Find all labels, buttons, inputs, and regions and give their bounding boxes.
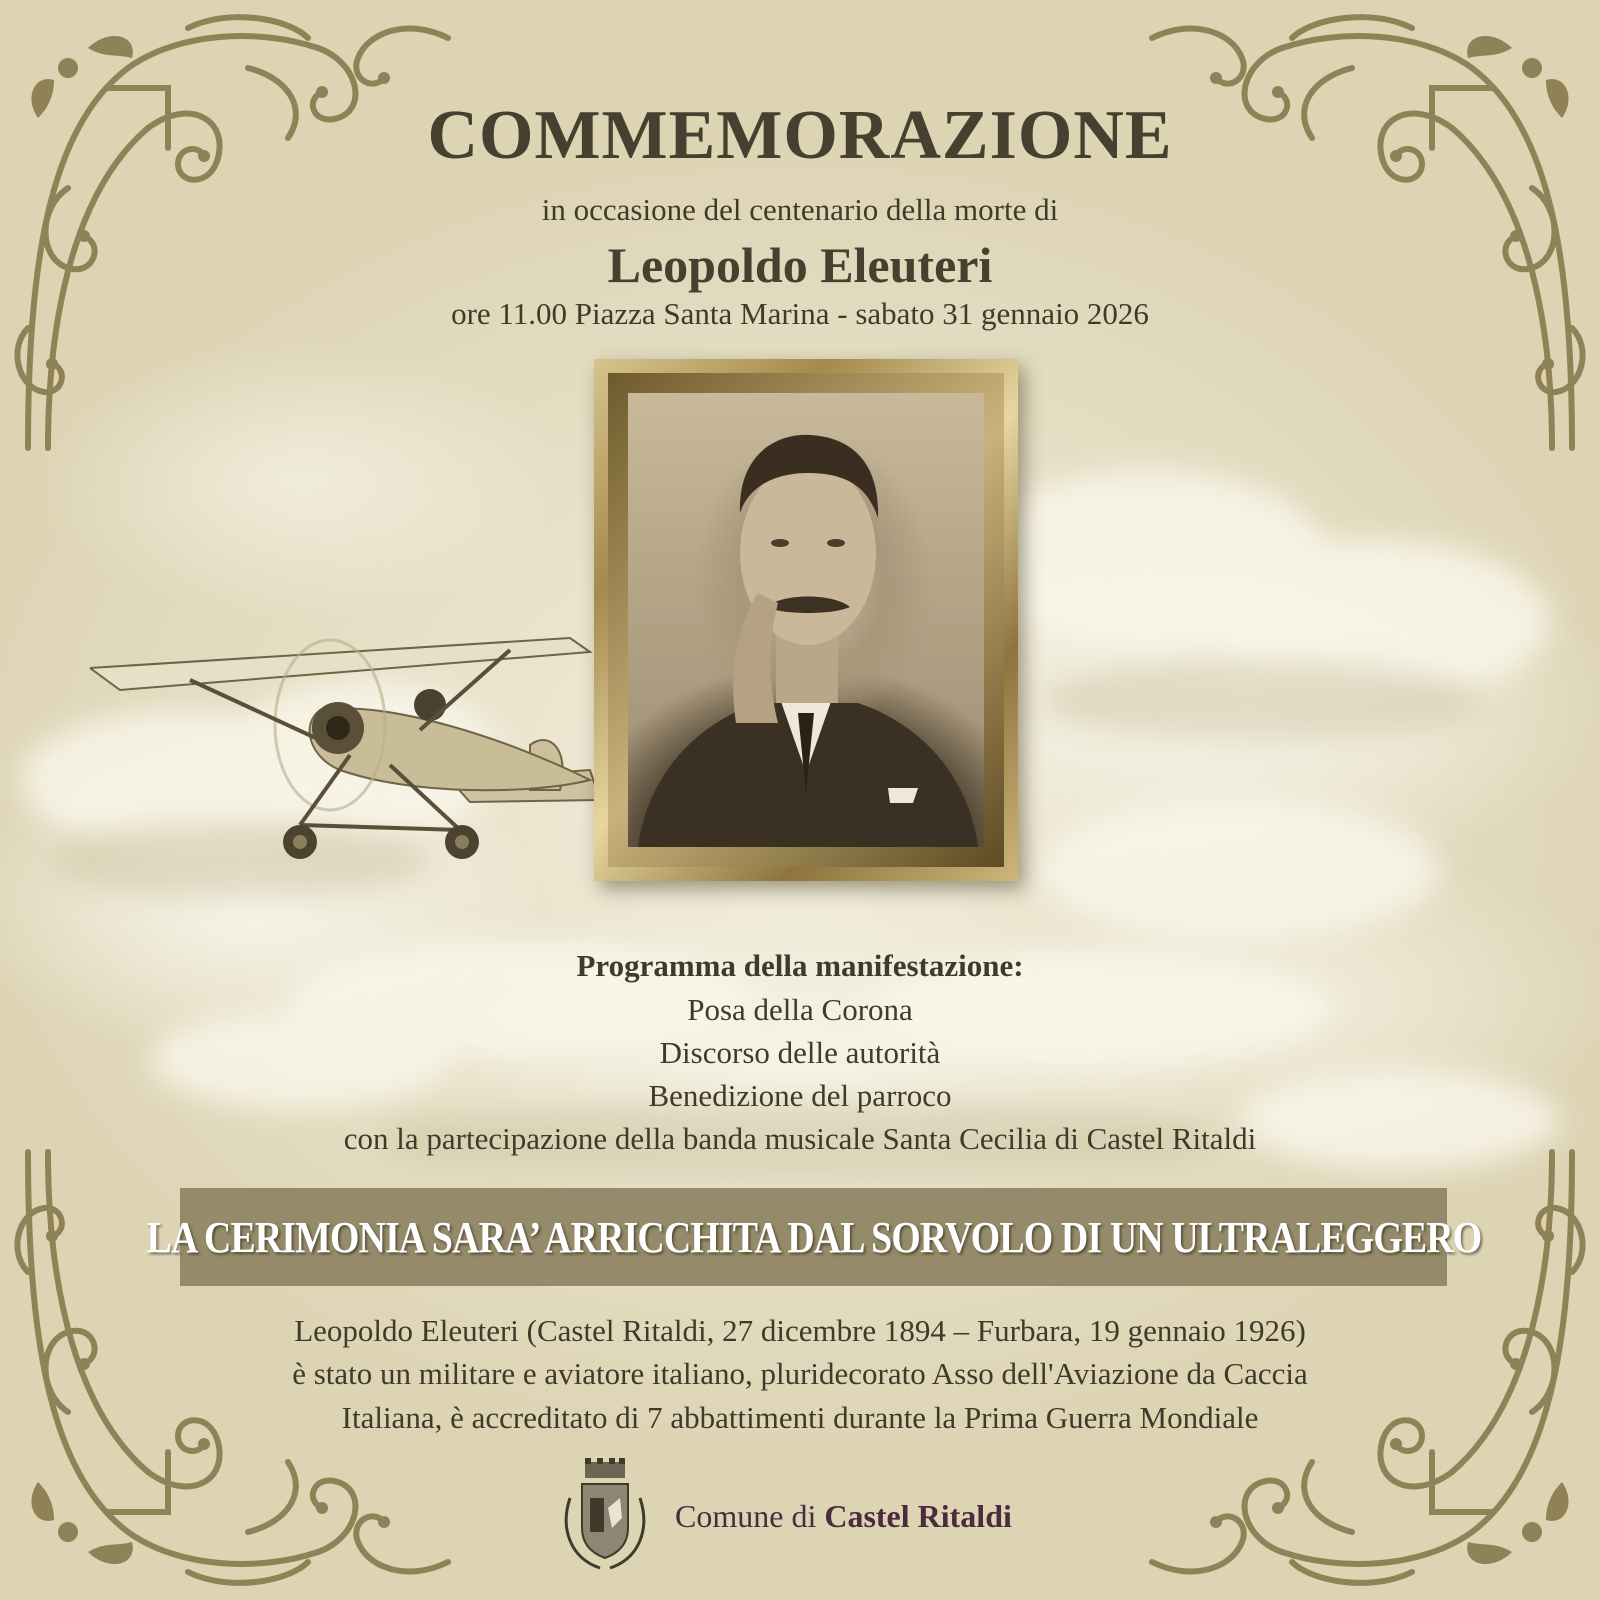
airplane-icon xyxy=(90,630,610,880)
portrait-photo xyxy=(628,393,984,847)
bio-line: Italiana, è accreditato di 7 abbattimenti durante la Prima Guerra Mondiale xyxy=(341,1400,1259,1435)
program-item: con la partecipazione della banda musicale Santa Cecilia di Castel Ritaldi xyxy=(343,1121,1257,1156)
event-time-place: ore 11.00 Piazza Santa Marina - sabato 31 gennaio 2026 xyxy=(451,296,1149,331)
banner-text: LA CERIMONIA SARA’ ARRICCHITA DAL SORVOLO DI UN ULTRALEGGERO xyxy=(146,1212,1481,1262)
coat-of-arms-icon xyxy=(560,1458,650,1574)
honoree-name: Leopoldo Eleuteri xyxy=(607,237,993,293)
portrait-frame xyxy=(594,359,1018,881)
page-title: COMMEMORAZIONE xyxy=(427,97,1173,174)
announcement-banner xyxy=(146,1188,1481,1286)
bio-line: è stato un militare e aviatore italiano, pluridecorato Asso dell'Aviazione da Caccia xyxy=(292,1356,1308,1391)
program-item: Discorso delle autorità xyxy=(659,1035,941,1070)
subtitle: in occasione del centenario della morte di xyxy=(541,192,1059,227)
program-heading: Programma della manifestazione: xyxy=(576,948,1024,983)
program-item: Posa della Corona xyxy=(687,992,913,1027)
program-item: Benedizione del parroco xyxy=(648,1078,952,1113)
bio-line: Leopoldo Eleuteri (Castel Ritaldi, 27 dicembre 1894 – Furbara, 19 gennaio 1926) xyxy=(294,1313,1306,1348)
municipality-name xyxy=(675,1498,1012,1535)
municipality-prefix: Comune di xyxy=(675,1498,825,1534)
municipality-town: Castel Ritaldi xyxy=(824,1498,1012,1534)
